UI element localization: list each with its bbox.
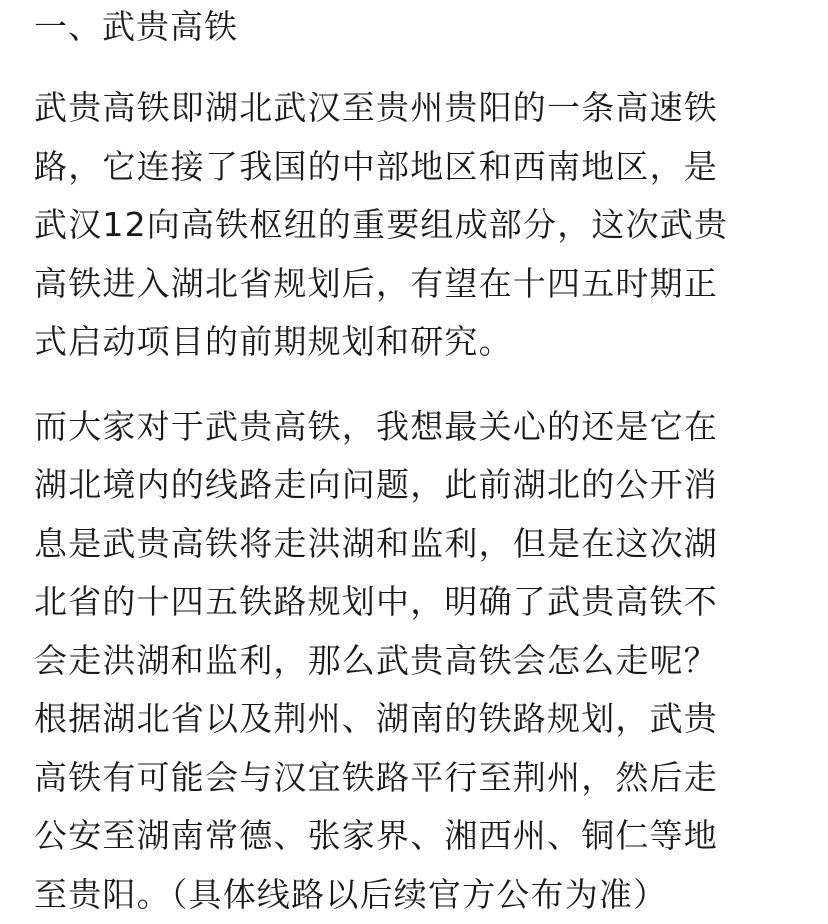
paragraph-line: 武汉12向高铁枢纽的重要组成部分，这次武贵 — [34, 196, 804, 255]
paragraph-line: 会走洪湖和监利，那么武贵高铁会怎么走呢？ — [34, 632, 804, 691]
paragraph-2 — [34, 398, 804, 924]
paragraph-line: 而大家对于武贵高铁，我想最关心的还是它在 — [34, 398, 804, 457]
paragraph-line: 息是武贵高铁将走洪湖和监利，但是在这次湖 — [34, 515, 804, 574]
paragraph-line: 北省的十四五铁路规划中，明确了武贵高铁不 — [34, 573, 804, 632]
paragraph-line: 高铁进入湖北省规划后，有望在十四五时期正 — [34, 255, 804, 314]
paragraph-line: 式启动项目的前期规划和研究。 — [34, 313, 804, 372]
paragraph-line: 武贵高铁即湖北武汉至贵州贵阳的一条高速铁 — [34, 79, 804, 138]
paragraph-line: 根据湖北省以及荆州、湖南的铁路规划，武贵 — [34, 690, 804, 749]
paragraph-1 — [34, 79, 804, 372]
section-heading: 一、武贵高铁 — [34, 0, 804, 50]
article-content — [34, 0, 804, 924]
paragraph-line: 至贵阳。（具体线路以后续官方公布为准） — [34, 866, 804, 924]
paragraph-line: 公安至湖南常德、张家界、湘西州、铜仁等地 — [34, 807, 804, 866]
paragraph-line: 高铁有可能会与汉宜铁路平行至荆州，然后走 — [34, 749, 804, 808]
paragraph-line: 湖北境内的线路走向问题，此前湖北的公开消 — [34, 456, 804, 515]
paragraph-line: 路，它连接了我国的中部地区和西南地区，是 — [34, 138, 804, 197]
